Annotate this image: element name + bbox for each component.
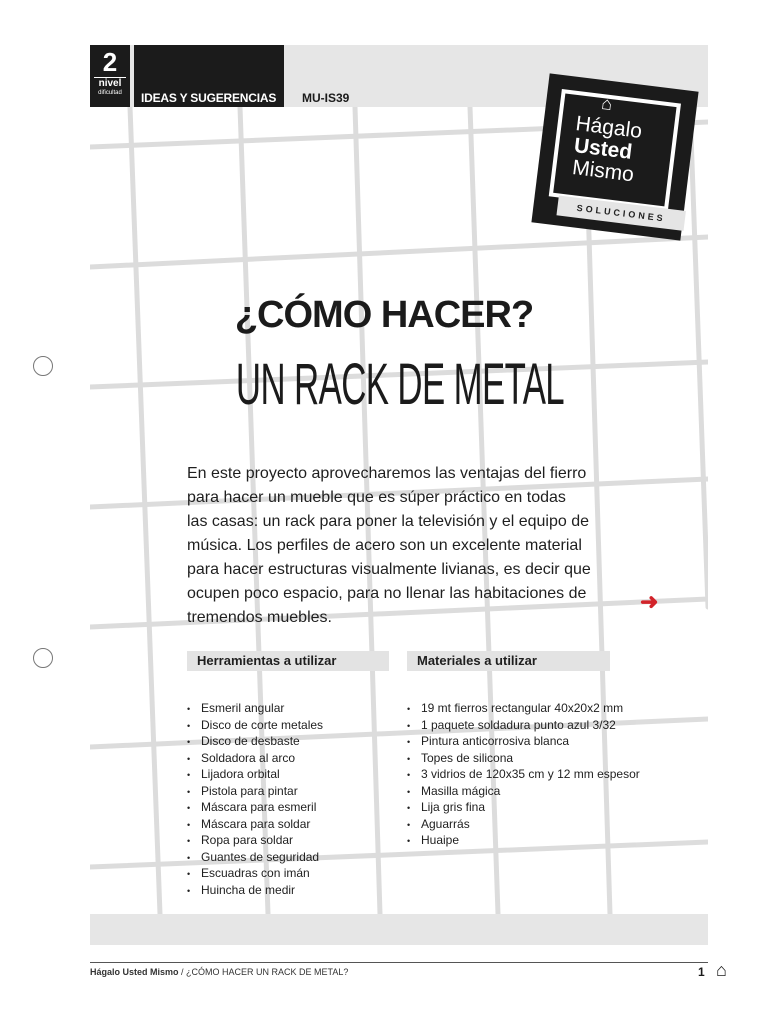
document-code: MU-IS39 <box>302 91 350 105</box>
list-item: • Ropa para soldar <box>187 833 323 850</box>
list-item: • 1 paquete soldadura punto azul 3/32 <box>407 718 640 735</box>
list-item: • Esmeril angular <box>187 701 323 718</box>
level-number: 2 <box>102 47 118 77</box>
brand-logo <box>531 73 698 240</box>
logo-line-2: Usted <box>572 134 634 164</box>
logo-tag: SOLUCIONES <box>556 195 685 230</box>
list-item: • Soldadora al arco <box>187 751 323 768</box>
list-item: • Aguarrás <box>407 817 640 834</box>
level-subtitle: dificultad <box>98 90 122 96</box>
intro-line: En este proyecto aprovecharemos las ventajas del fierro <box>187 465 587 482</box>
footer-divider <box>90 962 708 963</box>
materials-list <box>407 701 640 850</box>
intro-line: ocupen poco espacio, para no llenar las habitaciones de <box>187 585 587 602</box>
materials-heading: Materiales a utilizar <box>407 651 610 671</box>
list-item: • Máscara para esmeril <box>187 800 323 817</box>
list-item: • Lijadora orbital <box>187 767 323 784</box>
list-item: • Escuadras con imán <box>187 866 323 883</box>
list-item: • 19 mt fierros rectangular 40x20x2 mm <box>407 701 640 718</box>
tools-heading: Herramientas a utilizar <box>187 651 389 671</box>
list-item: • Huaipe <box>407 833 640 850</box>
list-item: • Máscara para soldar <box>187 817 323 834</box>
list-item: • Huincha de medir <box>187 883 323 900</box>
punch-hole <box>33 648 53 668</box>
category-label: IDEAS Y SUGERENCIAS <box>141 91 277 105</box>
footer-brand: Hágalo Usted Mismo <box>90 967 179 977</box>
intro-paragraph <box>187 462 627 630</box>
list-item: • Topes de silicona <box>407 751 640 768</box>
logo-line-3: Mismo <box>571 155 636 187</box>
page-title: ¿CÓMO HACER? <box>234 294 534 336</box>
page-number: 1 <box>698 965 705 979</box>
intro-line: tremendos muebles. <box>187 609 332 626</box>
footer-separator: / <box>178 967 187 977</box>
list-item: • 3 vidrios de 120x35 cm y 12 mm espesor <box>407 767 640 784</box>
footer-breadcrumb <box>90 967 348 977</box>
list-item: • Masilla mágica <box>407 784 640 801</box>
list-item: • Disco de desbaste <box>187 734 323 751</box>
intro-line: las casas: un rack para poner la televisión y el equipo de <box>187 513 590 530</box>
difficulty-level-badge <box>90 45 130 107</box>
punch-hole <box>33 356 53 376</box>
intro-line: música. Los perfiles de acero son un excelente material <box>187 537 582 554</box>
page-subtitle: UN RACK DE METAL <box>235 352 565 417</box>
house-icon: ⌂ <box>716 960 727 980</box>
house-icon: ⌂ <box>600 93 614 115</box>
list-item: • Lija gris fina <box>407 800 640 817</box>
level-word: nivel <box>94 77 126 89</box>
footer-title: ¿CÓMO HACER UN RACK DE METAL? <box>186 967 349 977</box>
intro-line: para hacer un mueble que es súper práctico en todas <box>187 489 566 506</box>
tools-list <box>187 701 323 899</box>
list-item: • Disco de corte metales <box>187 718 323 735</box>
list-item: • Guantes de seguridad <box>187 850 323 867</box>
intro-line: para hacer estructuras visualmente livianas, es decir que <box>187 561 591 578</box>
list-item: • Pistola para pintar <box>187 784 323 801</box>
logo-line-1: Hágalo <box>574 112 644 143</box>
arrow-right-icon[interactable]: ➜ <box>640 589 659 614</box>
bottom-band <box>90 914 708 945</box>
list-item: • Pintura anticorrosiva blanca <box>407 734 640 751</box>
